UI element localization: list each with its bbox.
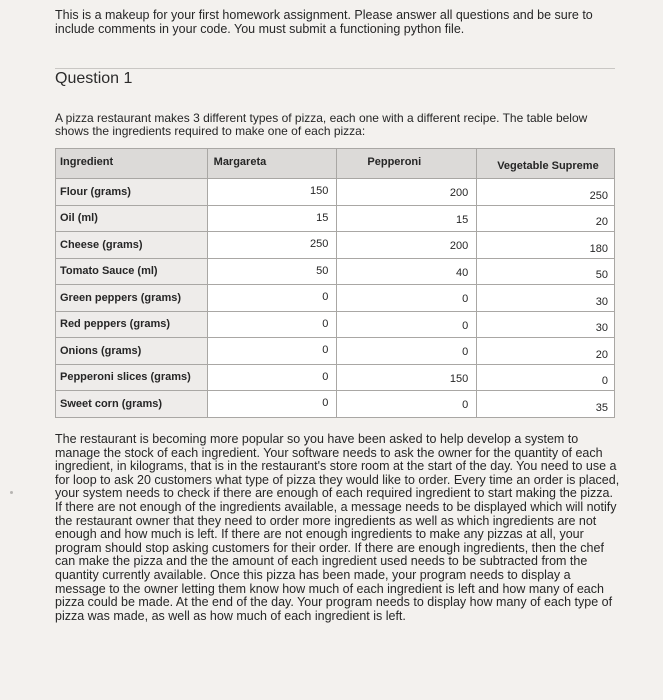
ingredient-name: Green peppers (grams) bbox=[56, 285, 208, 312]
pepperoni-amount: 0 bbox=[337, 338, 477, 365]
assignment-intro: This is a makeup for your first homework assignment. Please answer all questions and be sure to include comments in your code. You must submit a functioning python file. bbox=[55, 8, 593, 36]
pepperoni-amount: 15 bbox=[337, 205, 477, 232]
header-pepperoni: Pepperoni bbox=[337, 149, 477, 179]
vegetable-amount: 50 bbox=[477, 258, 615, 285]
margareta-amount: 0 bbox=[207, 338, 337, 365]
task-description: The restaurant is becoming more popular so you have been asked to help develop a system to manage the stock of each ingredient. Your software needs to ask the owner for the quantity of each ingredient, in kilograms, that is in the restaurant's store room at the start of the day. You need to use a for loop to ask 20 customers what type of pizza they would like to order. Every time an order is placed, your system needs to check if there are enough of each required ingredient to start making the pizza. If there are not enough of the ingredients available, a message needs to be displayed which will notify the restaurant owner that they need to order more ingredients as well as which ingredients are not enough and how much is left. If there are not enough ingredients to make any pizzas at all, your program should stop asking customers for their order. If there are enough ingredients, then the chef can make the pizza and the the amount of each ingredient used needs to be subtracted from the quantity currently available. Once this pizza has been made, your program needs to display a message to the owner letting them know how much of each ingredient is left and how many of each pizza could be made. At the end of the day. Your program needs to display how many of each type of pizza was made, as well as how much of each ingredient is left. bbox=[55, 432, 620, 623]
vegetable-amount: 20 bbox=[477, 338, 615, 365]
margareta-amount: 150 bbox=[207, 179, 337, 206]
pepperoni-amount: 200 bbox=[337, 232, 477, 259]
ingredient-name: Oil (ml) bbox=[56, 205, 208, 232]
vegetable-amount: 35 bbox=[477, 391, 615, 418]
margareta-amount: 250 bbox=[207, 232, 337, 259]
margareta-amount: 0 bbox=[207, 364, 337, 391]
ingredient-name: Sweet corn (grams) bbox=[56, 391, 208, 418]
margareta-amount: 50 bbox=[207, 258, 337, 285]
table-row bbox=[56, 179, 615, 206]
table-row bbox=[56, 311, 615, 338]
margareta-amount: 0 bbox=[207, 391, 337, 418]
header-margareta: Margareta bbox=[207, 149, 337, 179]
vegetable-amount: 30 bbox=[477, 285, 615, 312]
section-divider bbox=[55, 68, 615, 69]
pepperoni-amount: 0 bbox=[337, 391, 477, 418]
pepperoni-amount: 150 bbox=[337, 364, 477, 391]
vegetable-amount: 250 bbox=[477, 179, 615, 206]
pepperoni-amount: 200 bbox=[337, 179, 477, 206]
margareta-amount: 15 bbox=[207, 205, 337, 232]
table-row bbox=[56, 258, 615, 285]
pepperoni-amount: 40 bbox=[337, 258, 477, 285]
vegetable-amount: 180 bbox=[477, 232, 615, 259]
pepperoni-amount: 0 bbox=[337, 311, 477, 338]
table-row bbox=[56, 391, 615, 418]
vegetable-amount: 30 bbox=[477, 311, 615, 338]
table-header-row bbox=[56, 149, 615, 179]
vegetable-amount: 0 bbox=[477, 364, 615, 391]
ingredient-name: Flour (grams) bbox=[56, 179, 208, 206]
question-title: Question 1 bbox=[55, 70, 133, 87]
ingredient-name: Tomato Sauce (ml) bbox=[56, 258, 208, 285]
table-row bbox=[56, 205, 615, 232]
header-vegetable-supreme: Vegetable Supreme bbox=[477, 149, 615, 179]
question-description: A pizza restaurant makes 3 different types of pizza, each one with a different recipe. The table below shows the ingredients required to make one of each pizza: bbox=[55, 111, 588, 138]
vegetable-amount: 20 bbox=[477, 205, 615, 232]
ingredient-name: Pepperoni slices (grams) bbox=[56, 364, 208, 391]
header-ingredient: Ingredient bbox=[56, 149, 208, 179]
ingredient-name: Onions (grams) bbox=[56, 338, 208, 365]
ingredients-table bbox=[55, 148, 615, 418]
table-row bbox=[56, 232, 615, 259]
ingredient-name: Red peppers (grams) bbox=[56, 311, 208, 338]
table-row bbox=[56, 285, 615, 312]
table-row bbox=[56, 338, 615, 365]
table-row bbox=[56, 364, 615, 391]
pepperoni-amount: 0 bbox=[337, 285, 477, 312]
margin-dot bbox=[10, 491, 13, 494]
margareta-amount: 0 bbox=[207, 285, 337, 312]
ingredient-name: Cheese (grams) bbox=[56, 232, 208, 259]
margareta-amount: 0 bbox=[207, 311, 337, 338]
